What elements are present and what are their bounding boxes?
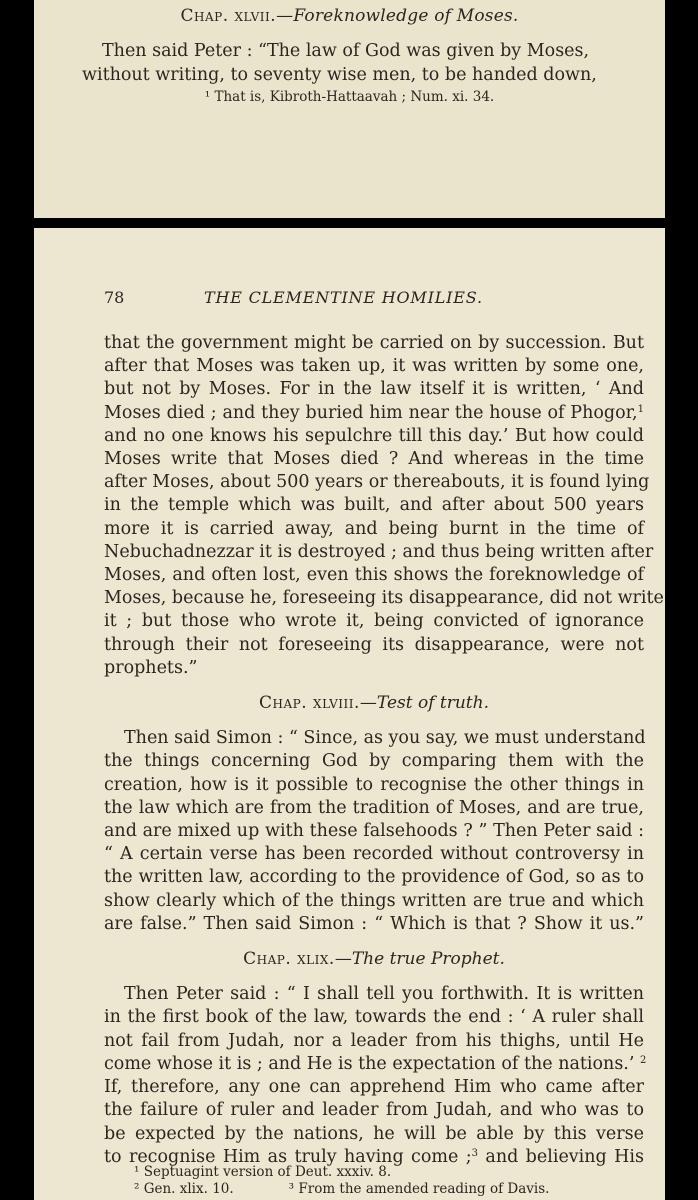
text-line: through their not foreseeing its disappearance, were not xyxy=(104,634,644,655)
footnote: ¹ That is, Kibroth-Hattaavah ; Num. xi. 34. xyxy=(204,89,495,105)
top-paragraph xyxy=(82,39,630,87)
text-line: after Moses, about 500 years or thereabouts, it is found lying xyxy=(104,472,650,493)
previous-page xyxy=(34,0,665,218)
text-line: Moses write that Moses died ? And whereas in the time xyxy=(104,449,644,470)
text-line: Then said Simon : “ Since, as you say, we must understand xyxy=(124,728,646,749)
footnote-row xyxy=(134,1181,614,1198)
text-line: and are mixed up with these falsehoods ? ” Then Peter said : xyxy=(104,821,644,842)
text-line: but not by Moses. For in the law itself it is written, ‘ And xyxy=(104,379,644,400)
text-line: are false.” Then said Simon : “ Which is that ? Show it us.” xyxy=(104,913,644,934)
text-line: and no one knows his sepulchre till this day.’ But how could xyxy=(104,425,644,446)
text-line: more it is carried away, and being burnt in the time of xyxy=(104,518,644,539)
current-page xyxy=(34,228,665,1200)
text-line xyxy=(104,402,644,425)
footnote-ref: 1 xyxy=(637,403,644,415)
chapter-label: Chap. xlviii. xyxy=(259,693,360,714)
footnote-ref: 2 xyxy=(640,1054,647,1066)
footnote: ³ From the amended reading of Davis. xyxy=(288,1181,550,1197)
text-line: the things concerning God by comparing them with the xyxy=(104,751,644,772)
text-line: Moses, and often lost, even this shows the foreknowledge of xyxy=(104,565,644,586)
text-line: after that Moses was taken up, it was written by some one, xyxy=(104,356,644,377)
text-line: the law which are from the tradition of Moses, and are true, xyxy=(104,797,644,818)
footnotes xyxy=(134,1164,614,1198)
text-fragment: and believing His xyxy=(485,1146,644,1167)
text-line: If, therefore, any one can apprehend Him who came after xyxy=(104,1077,644,1098)
chapter-label: Chap. xlix. xyxy=(243,949,335,970)
text-line: Then said Peter : “The law of God was given by Moses, xyxy=(102,41,590,61)
chapter-title: Test of truth. xyxy=(376,693,489,714)
text-line: prophets.” xyxy=(104,657,198,678)
running-head xyxy=(104,288,634,310)
text-line xyxy=(104,1053,647,1076)
page-number: 78 xyxy=(104,288,125,307)
text-fragment: to recognise Him as truly having come ; xyxy=(104,1146,472,1167)
chapter-heading-xlvii: Chap. xlvii.—Foreknowledge of Moses. xyxy=(180,6,519,26)
text-line: in the temple which was built, and after about 500 years xyxy=(104,495,644,516)
text-fragment: Moses died ; and they buried him near the house of Phogor, xyxy=(104,402,638,423)
text-fragment: come whose it is ; and He is the expectation of the nations.’ xyxy=(104,1053,635,1074)
text-line: that the government might be carried on by succession. But xyxy=(104,333,644,353)
text-line: be expected by the nations, he will be able by this verse xyxy=(104,1123,644,1144)
chapter-heading-xlviii: Chap. xlviii.—Test of truth. xyxy=(259,693,489,714)
footnote: ² Gen. xlix. 10. xyxy=(134,1181,234,1197)
text-line: creation, how is it possible to recognise the other things in xyxy=(104,774,644,795)
chapter-title: Foreknowledge of Moses. xyxy=(293,6,519,26)
text-line: Nebuchadnezzar it is destroyed ; and thus being written after xyxy=(104,541,654,562)
running-title: THE CLEMENTINE HOMILIES. xyxy=(204,288,483,307)
text-line: the failure of ruler and leader from Judah, and who was to xyxy=(104,1100,644,1121)
chapter-heading-xlix: Chap. xlix.—The true Prophet. xyxy=(243,949,505,970)
text-line: in the first book of the law, towards the end : ‘ A ruler shall xyxy=(104,1007,644,1028)
footnote: ¹ Septuagint version of Deut. xxxiv. 8. xyxy=(134,1164,392,1180)
page-body xyxy=(104,332,664,1169)
footnote-ref: 3 xyxy=(471,1147,478,1159)
text-line: without writing, to seventy wise men, to be handed down, xyxy=(82,65,597,85)
text-line: “ A certain verse has been recorded without controversy in xyxy=(104,844,644,865)
text-line: not fail from Judah, nor a leader from his thighs, until He xyxy=(104,1030,644,1051)
text-line: the written law, according to the providence of God, so as to xyxy=(104,867,644,888)
text-line: Moses, because he, foreseeing its disappearance, did not write xyxy=(104,588,664,609)
text-line: Then Peter said : “ I shall tell you forthwith. It is written xyxy=(124,984,644,1005)
text-line: it ; but those who wrote it, being convicted of ignorance xyxy=(104,611,644,632)
chapter-title: The true Prophet. xyxy=(351,949,505,970)
chapter-label: Chap. xlvii. xyxy=(180,6,277,26)
text-line: show clearly which of the things written are true and which xyxy=(104,890,644,911)
